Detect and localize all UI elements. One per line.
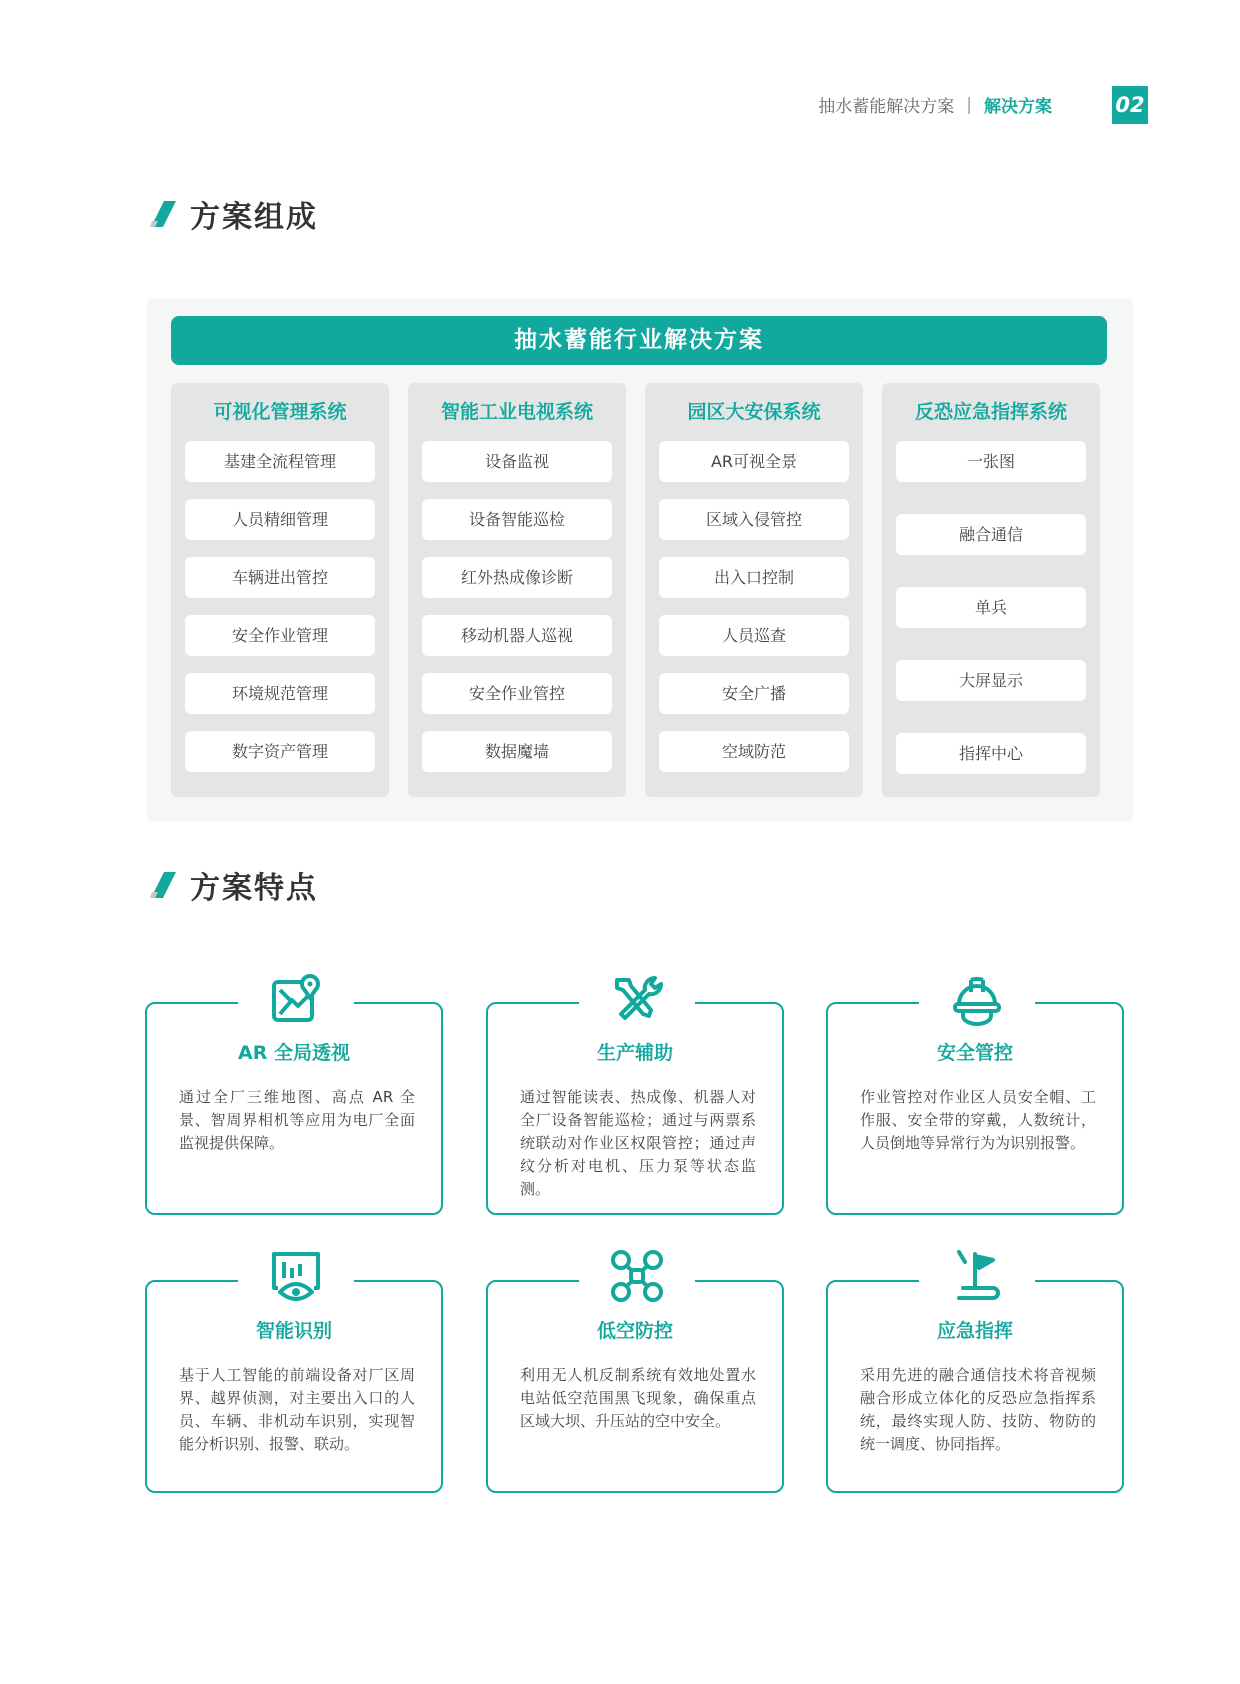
feature-card-emergency (826, 1280, 1124, 1493)
feature-card-safety (826, 1002, 1124, 1215)
column-title: 可视化管理系统 (213, 401, 347, 423)
section-title-composition (150, 192, 318, 236)
card-title: AR 全局透视 (238, 1042, 350, 1064)
drone-icon (609, 1248, 665, 1304)
feature-card-production (486, 1002, 784, 1215)
feature-card-ar (145, 1002, 443, 1215)
list-item: 空域防范 (659, 731, 849, 772)
column-title: 反恐应急指挥系统 (914, 401, 1067, 423)
card-desc: 采用先进的融合通信技术将音视频融合形成立体化的反恐应急指挥系统，最终实现人防、技防、物防的统一调度、协同指挥。 (860, 1366, 1096, 1453)
list-item: 融合通信 (896, 514, 1086, 555)
solution-composition-panel (147, 298, 1133, 822)
feature-card-lowaltitude (486, 1280, 784, 1493)
column-title: 园区大安保系统 (687, 401, 821, 423)
card-desc: 作业管控对作业区人员安全帽、工作服、安全带的穿戴，人数统计，人员倒地等异常行为为识别报警。 (860, 1088, 1096, 1152)
list-item: 单兵 (896, 587, 1086, 628)
list-item: 安全作业管理 (185, 615, 375, 656)
list-item: 红外热成像诊断 (422, 557, 612, 598)
list-item: 出入口控制 (659, 557, 849, 598)
slash-mark-icon (150, 199, 180, 229)
breadcrumb-separator: | (966, 94, 972, 115)
page-header (818, 92, 1052, 117)
list-item: 安全广播 (659, 673, 849, 714)
list-item: 设备监视 (422, 441, 612, 482)
map-pin-icon (268, 970, 324, 1026)
list-item: 移动机器人巡视 (422, 615, 612, 656)
eye-screen-icon (268, 1248, 324, 1304)
flag-route-icon (949, 1248, 1005, 1304)
card-title: 低空防控 (596, 1320, 673, 1342)
card-title: 智能识别 (255, 1320, 332, 1342)
breadcrumb-active: 解决方案 (984, 97, 1052, 117)
card-desc: 利用无人机反制系统有效地处置水电站低空范围黑飞现象，确保重点区域大坝、升压站的空中安全。 (520, 1366, 756, 1430)
list-item: 车辆进出管控 (185, 557, 375, 598)
section-title-text: 方案组成 (190, 200, 318, 235)
list-item: 环境规范管理 (185, 673, 375, 714)
list-item: 人员巡查 (659, 615, 849, 656)
list-item: 设备智能巡检 (422, 499, 612, 540)
list-item: 指挥中心 (896, 733, 1086, 774)
system-column-visual (171, 383, 389, 797)
system-column-tv (408, 383, 626, 797)
list-item: 数据魔墙 (422, 731, 612, 772)
list-item: AR可视全景 (659, 441, 849, 482)
card-desc: 通过全厂三维地图、高点 AR 全景、智周界相机等应用为电厂全面监视提供保障。 (179, 1088, 415, 1152)
tools-icon (609, 970, 665, 1026)
feature-card-recognition (145, 1280, 443, 1493)
section-title-features (150, 863, 318, 907)
list-item: 数字资产管理 (185, 731, 375, 772)
slash-mark-icon (150, 870, 180, 900)
system-column-emergency (882, 383, 1100, 797)
list-item: 安全作业管控 (422, 673, 612, 714)
page-number: 02 (1112, 86, 1148, 124)
card-desc: 通过智能读表、热成像、机器人对全厂设备智能巡检；通过与两票系统联动对作业区权限管控；通过声纹分析对电机、压力泵等状态监测。 (520, 1088, 756, 1198)
list-item: 区域入侵管控 (659, 499, 849, 540)
list-item: 基建全流程管理 (185, 441, 375, 482)
breadcrumb: 抽水蓄能解决方案 (818, 97, 955, 117)
list-item: 一张图 (896, 441, 1086, 482)
solution-banner: 抽水蓄能行业解决方案 (171, 316, 1107, 365)
card-desc: 基于人工智能的前端设备对厂区周界、越界侦测，对主要出入口的人员、车辆、非机动车识别，实现智能分析识别、报警、联动。 (179, 1366, 415, 1453)
section-title-text: 方案特点 (190, 871, 318, 906)
list-item: 大屏显示 (896, 660, 1086, 701)
card-title: 生产辅助 (596, 1042, 673, 1064)
list-item: 人员精细管理 (185, 499, 375, 540)
card-title: 安全管控 (936, 1042, 1013, 1064)
system-column-security (645, 383, 863, 797)
helmet-icon (949, 970, 1005, 1026)
column-title: 智能工业电视系统 (440, 401, 593, 423)
card-title: 应急指挥 (936, 1320, 1013, 1342)
